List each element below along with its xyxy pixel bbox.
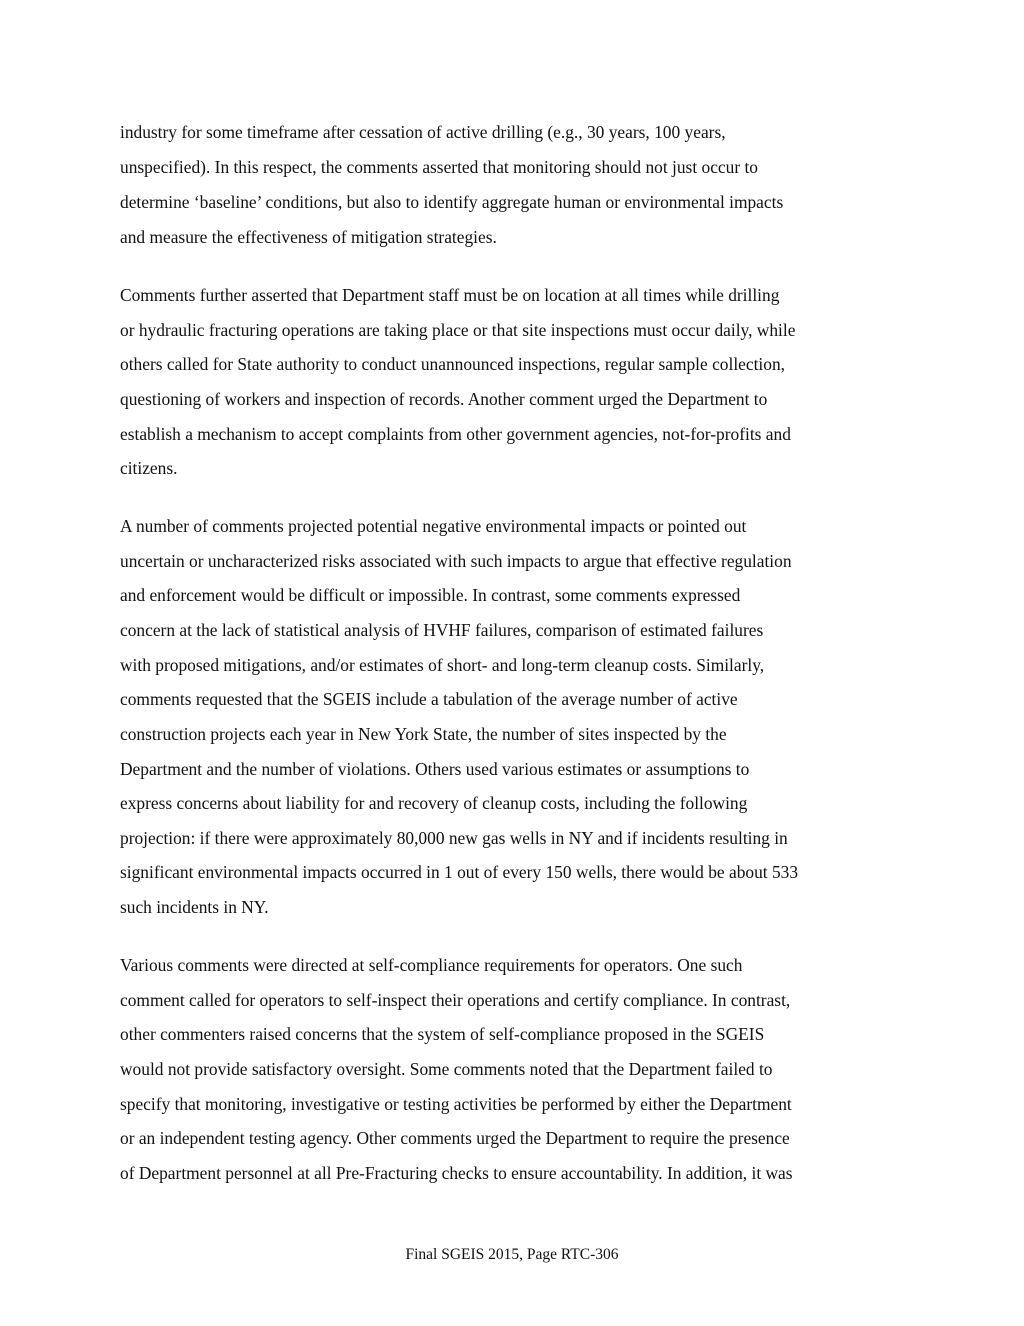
paragraph-3-line-7: construction projects each year in New York State, the number of sites inspected by the [120, 724, 727, 744]
paragraph-4-line-2: comment called for operators to self-inspect their operations and certify compliance. In contrast, [120, 990, 791, 1010]
paragraph-2-line-3: others called for State authority to conduct unannounced inspections, regular sample collection, [120, 354, 785, 374]
paragraph-4-line-6: or an independent testing agency. Other comments urged the Department to require the presence [120, 1128, 790, 1148]
paragraph-1-line-4: and measure the effectiveness of mitigation strategies. [120, 227, 497, 247]
paragraph-3-line-3: and enforcement would be difficult or impossible. In contrast, some comments expressed [120, 585, 741, 605]
paragraph-3-line-2: uncertain or uncharacterized risks associated with such impacts to argue that effective regulation [120, 551, 792, 571]
paragraph-2-line-5: establish a mechanism to accept complaints from other government agencies, not-for-profits and [120, 424, 791, 444]
paragraph-3-line-10: projection: if there were approximately 80,000 new gas wells in NY and if incidents resulting in [120, 828, 788, 848]
paragraph-1-line-1: industry for some timeframe after cessation of active drilling (e.g., 30 years, 100 years, [120, 122, 726, 142]
paragraph-1-line-3: determine ‘baseline’ conditions, but also to identify aggregate human or environmental impacts [120, 192, 784, 212]
paragraph-2-line-4: questioning of workers and inspection of records. Another comment urged the Department to [120, 389, 768, 409]
paragraph-3-line-12: such incidents in NY. [120, 897, 269, 917]
paragraph-3-line-1: A number of comments projected potential negative environmental impacts or pointed out [120, 516, 747, 536]
paragraph-3-line-6: comments requested that the SGEIS include a tabulation of the average number of active [120, 689, 738, 709]
paragraph-4-line-5: specify that monitoring, investigative or testing activities be performed by either the Department [120, 1094, 792, 1114]
paragraph-3-line-4: concern at the lack of statistical analysis of HVHF failures, comparison of estimated failures [120, 620, 764, 640]
paragraph-3-line-9: express concerns about liability for and recovery of cleanup costs, including the following [120, 793, 748, 813]
paragraph-3-line-8: Department and the number of violations. Others used various estimates or assumptions to [120, 759, 750, 779]
paragraph-2-line-2: or hydraulic fracturing operations are taking place or that site inspections must occur daily, while [120, 320, 796, 340]
paragraph-3-line-11: significant environmental impacts occurred in 1 out of every 150 wells, there would be about 533 [120, 862, 799, 882]
paragraph-1-line-2: unspecified). In this respect, the comments asserted that monitoring should not just occur to [120, 157, 759, 177]
paragraph-4-line-3: other commenters raised concerns that the system of self-compliance proposed in the SGEIS [120, 1024, 765, 1044]
paragraph-4-line-7: of Department personnel at all Pre-Fracturing checks to ensure accountability. In addition, it was [120, 1163, 793, 1183]
paragraph-4-line-4: would not provide satisfactory oversight. Some comments noted that the Department failed to [120, 1059, 773, 1079]
paragraph-4-line-1: Various comments were directed at self-compliance requirements for operators. One such [120, 955, 743, 975]
paragraph-2-line-1: Comments further asserted that Department staff must be on location at all times while drilling [120, 285, 780, 305]
page-footer: Final SGEIS 2015, Page RTC-306 [405, 1246, 619, 1263]
paragraph-3-line-5: with proposed mitigations, and/or estimates of short- and long-term cleanup costs. Similarly, [120, 655, 765, 675]
paragraph-2-line-6: citizens. [120, 458, 178, 478]
